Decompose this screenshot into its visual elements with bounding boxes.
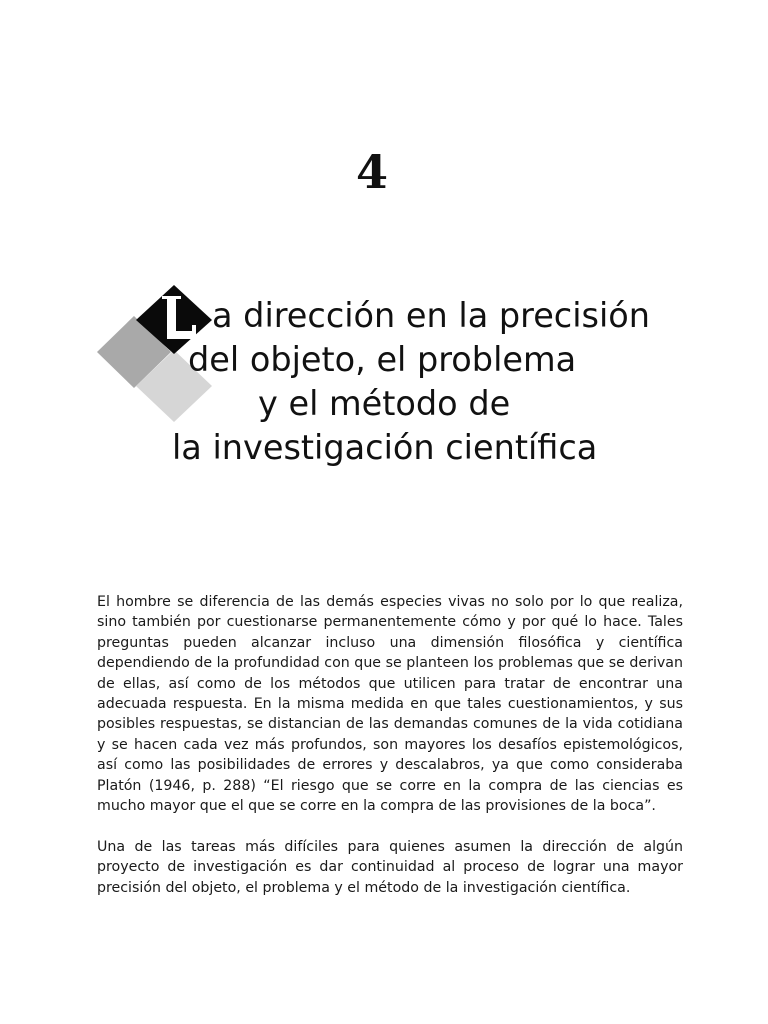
chapter-number: 4 <box>355 145 388 199</box>
title-line-1: a dirección en la precisión <box>212 296 651 335</box>
chapter-title <box>120 294 720 470</box>
paragraph-1: El hombre se diferencia de las demás especies vivas no solo por lo que realiza, sino también por cuestionarse permanentemente cómo y por qué lo hace. Tales preguntas pueden alcanzar incluso una dimensión filosófica y científica dependiendo de la profundidad con que se planteen los problemas que se derivan de ellas, así como de los métodos que utilicen para tratar de encontrar una adecuada respuesta. En la misma medida en que tales cuestionamientos, y sus posibles respuestas, se distancian de las demandas comunes de la vida cotidiana y se hacen cada vez más profundos, son mayores los desafíos epistemológicos, así como las posibilidades de errores y descalabros, ya que como consideraba Platón (1946, p. 288) “El riesgo que se corre en la compra de las ciencias es mucho mayor que el que se corre en la compra de las provisiones de la boca”. <box>97 594 683 815</box>
title-line-3: y el método de <box>258 384 511 423</box>
title-line-4: la investigación científica <box>172 428 598 467</box>
title-line-2: del objeto, el problema <box>188 340 577 379</box>
paragraph-2: Una de las tareas más difíciles para quienes asumen la dirección de algún proyecto de investigación es dar continuidad al proceso de lograr una mayor precisión del objeto, el problema y el método de la investigación científica. <box>97 838 683 896</box>
body-text <box>97 592 683 898</box>
